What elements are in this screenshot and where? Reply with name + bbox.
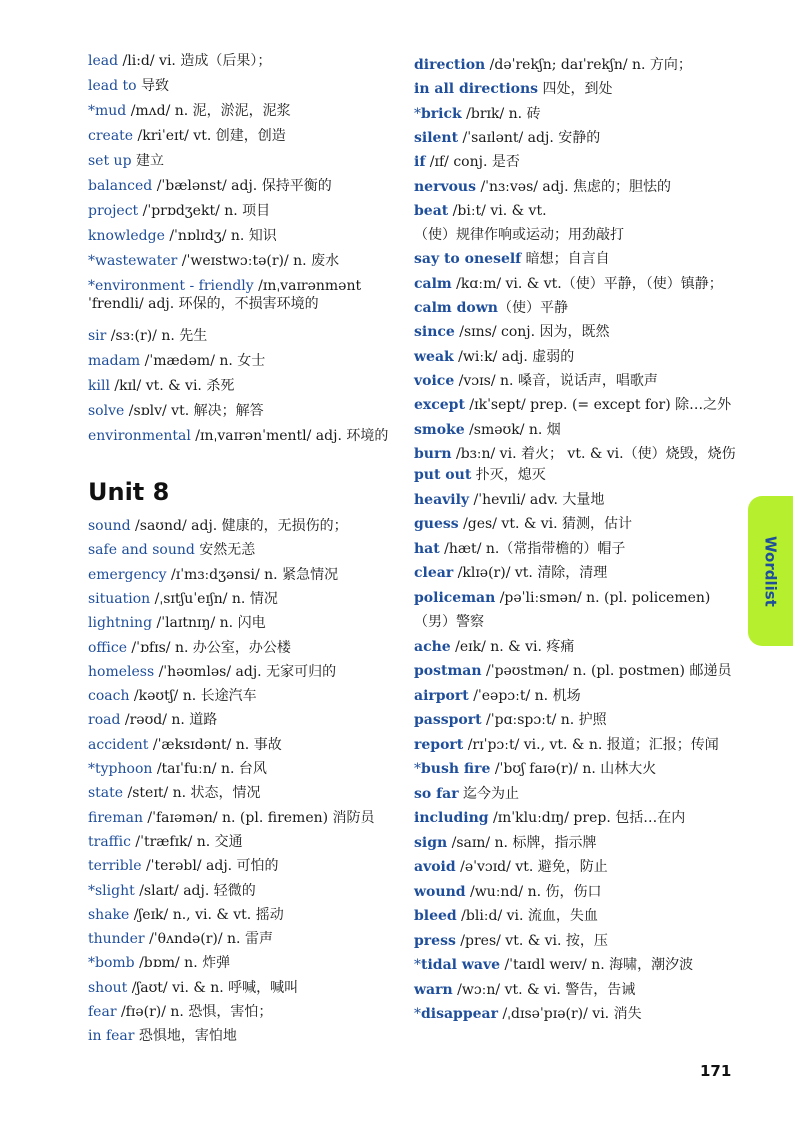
definition: /ʃaʊt/ vi. & n. 呼喊，喊叫 xyxy=(127,979,299,996)
word-entry xyxy=(88,639,291,657)
definition: /biːt/ vi. & vt. xyxy=(448,202,547,219)
word-entry xyxy=(414,372,658,390)
star-marker: * xyxy=(414,1006,421,1022)
headword: lead xyxy=(88,53,119,69)
definition: /ˈnɜːvəs/ adj. 焦虑的；胆怯的 xyxy=(476,178,671,195)
headword: direction xyxy=(414,57,486,73)
word-entry xyxy=(414,589,710,607)
headword: state xyxy=(88,785,124,802)
definition: /dəˈrekʃn; daɪˈrekʃn/ n. 方向； xyxy=(485,57,692,73)
definition: /ˈweɪstwɔːtə(r)/ n. 废水 xyxy=(177,253,340,269)
headword: airport xyxy=(414,687,469,704)
headword: fireman xyxy=(88,809,143,826)
word-entry xyxy=(88,1003,272,1021)
headword: voice xyxy=(414,372,455,389)
headword: environmental xyxy=(88,428,191,444)
definition: /ˈfaɪəmən/ n. (pl. firemen) 消防员 xyxy=(142,809,375,826)
headword: fear xyxy=(88,1004,117,1020)
word-entry xyxy=(88,427,388,445)
definition: /ˈɒfɪs/ n. 办公室，办公楼 xyxy=(126,639,291,656)
headword: typhoon xyxy=(95,761,153,777)
headword: emergency xyxy=(88,566,167,583)
headword: nervous xyxy=(414,178,476,195)
word-entry xyxy=(414,883,602,901)
definition: /ˈbʊʃ faɪə(r)/ n. 山林大火 xyxy=(490,761,657,777)
definition: /ˈprɒdʒekt/ n. 项目 xyxy=(138,203,271,219)
word-entry xyxy=(414,445,736,463)
definition: （男）警察 xyxy=(414,614,484,630)
definition: /wuːnd/ n. 伤，伤口 xyxy=(465,883,602,900)
headword: policeman xyxy=(414,589,496,606)
word-entry xyxy=(414,858,608,876)
definition: 暗想；自言自 xyxy=(521,251,610,268)
word-entry xyxy=(414,907,598,925)
definition: /klɪə(r)/ vt. 清除，清理 xyxy=(453,565,608,581)
headword: set up xyxy=(88,153,132,169)
headword: ache xyxy=(414,638,451,655)
headword: lightning xyxy=(88,615,153,632)
word-entry xyxy=(88,687,257,705)
definition: /sɜː(r)/ n. 先生 xyxy=(106,328,208,344)
definition: /fɪə(r)/ n. 恐惧，害怕； xyxy=(116,1004,273,1020)
definition: /ˈeəpɔːt/ n. 机场 xyxy=(468,687,581,704)
definition: /ʃeɪk/ n., vi. & vt. 摇动 xyxy=(129,906,284,923)
word-entry xyxy=(414,736,719,754)
word-entry xyxy=(414,515,632,533)
headword: burn xyxy=(414,445,452,462)
definition: /mʌd/ n. 泥，淤泥，泥浆 xyxy=(126,103,291,119)
headword: solve xyxy=(88,403,125,419)
headword: bleed xyxy=(414,908,457,924)
star-marker: * xyxy=(414,105,421,122)
star-marker: * xyxy=(88,882,95,899)
word-entry xyxy=(88,736,282,754)
headword: passport xyxy=(414,712,482,728)
definition: /ˈθʌndə(r)/ n. 雷声 xyxy=(144,931,273,948)
headword: in all directions xyxy=(414,81,539,98)
word-entry xyxy=(414,613,484,631)
word-entry xyxy=(88,760,267,778)
word-entry xyxy=(88,52,271,70)
headword: road xyxy=(88,712,121,729)
headword: heavily xyxy=(414,491,470,508)
headword: mud xyxy=(95,103,127,119)
definition: /ɪnˌvaɪrənmənt ˈfrendli/ adj. 环保的，不损害环境的 xyxy=(88,278,362,312)
definition: （使）平静 xyxy=(497,300,568,316)
word-entry xyxy=(414,834,596,852)
definition: /rəʊd/ n. 道路 xyxy=(120,712,218,729)
headword: situation xyxy=(88,590,151,607)
definition: /wɔːn/ vt. & vi. 警告，告诫 xyxy=(452,981,636,998)
definition: 四处，到处 xyxy=(538,81,613,98)
definition: /taɪˈfuːn/ n. 台风 xyxy=(152,761,267,777)
word-entry xyxy=(88,377,234,395)
definition: /wiːk/ adj. 虚弱的 xyxy=(453,348,575,365)
definition: /kriˈeɪt/ vt. 创建，创造 xyxy=(133,128,286,144)
star-marker: * xyxy=(88,761,95,777)
definition: /kɑːm/ vi. & vt.（使）平静，（使）镇静； xyxy=(451,275,723,292)
headword: create xyxy=(88,128,134,144)
headword: safe and sound xyxy=(88,542,195,559)
definition: 导致 xyxy=(136,78,170,94)
headword: brick xyxy=(421,105,462,122)
star-marker: * xyxy=(88,278,95,294)
headword: sign xyxy=(414,834,448,851)
word-entry xyxy=(414,348,574,366)
word-entry xyxy=(88,784,261,802)
definition: /sməʊk/ n. 烟 xyxy=(464,421,561,438)
word-entry xyxy=(88,833,243,851)
headword: calm xyxy=(414,275,452,292)
definition: /ˈpəʊstmən/ n. (pl. postmen) 邮递员 xyxy=(481,663,732,679)
definition: /ˈlaɪtnɪŋ/ n. 闪电 xyxy=(152,615,266,632)
word-entry xyxy=(414,275,723,293)
word-entry xyxy=(88,517,348,535)
word-entry xyxy=(88,277,406,313)
word-entry xyxy=(88,614,266,632)
headword: homeless xyxy=(88,663,155,680)
word-entry xyxy=(88,252,339,270)
word-entry xyxy=(88,177,332,195)
word-entry xyxy=(414,662,731,680)
word-entry xyxy=(414,932,608,950)
word-entry xyxy=(414,785,519,803)
word-entry xyxy=(414,564,607,582)
word-entry xyxy=(88,541,255,559)
definition: /saɪn/ n. 标牌，指示牌 xyxy=(447,834,597,851)
definition: /ɪf/ conj. 是否 xyxy=(425,154,520,171)
word-entry xyxy=(88,352,265,370)
headword: since xyxy=(414,324,455,341)
word-entry xyxy=(414,250,610,268)
definition: /bɜːn/ vi. 着火； vt. & vi.（使）烧毁，烧伤 xyxy=(451,445,736,462)
word-entry xyxy=(414,105,541,123)
headword: report xyxy=(414,736,464,753)
definition: /rɪˈpɔːt/ vi., vt. & n. 报道；汇报；传闻 xyxy=(463,736,719,753)
star-marker: * xyxy=(88,253,95,269)
star-marker: * xyxy=(414,957,421,973)
word-entry xyxy=(414,421,561,439)
headword: put out xyxy=(414,467,472,483)
definition: /ˈterəbl/ adj. 可怕的 xyxy=(141,858,279,875)
word-entry xyxy=(88,152,164,170)
word-entry xyxy=(414,809,685,827)
headword: shake xyxy=(88,906,130,923)
headword: kill xyxy=(88,378,110,394)
word-entry xyxy=(88,979,298,997)
headword: traffic xyxy=(88,833,131,850)
definition: /slaɪt/ adj. 轻微的 xyxy=(134,882,256,899)
headword: postman xyxy=(414,663,482,679)
headword: guess xyxy=(414,516,459,532)
headword: knowledge xyxy=(88,228,165,244)
headword: accident xyxy=(88,736,149,753)
headword: if xyxy=(414,154,426,171)
headword: madam xyxy=(88,353,141,369)
definition: /ɪnˌvaɪrənˈmentl/ adj. 环境的 xyxy=(190,428,389,444)
definition: （使）规律作响或运动；用劲敲打 xyxy=(414,227,624,244)
headword: bomb xyxy=(95,955,135,972)
definition: /ges/ vt. & vi. 猜测，估计 xyxy=(458,516,633,532)
word-entry xyxy=(88,402,264,420)
word-entry xyxy=(414,178,671,196)
headword: hat xyxy=(414,540,440,557)
side-tab-label: Wordlist xyxy=(761,535,780,607)
word-entry xyxy=(88,954,230,972)
word-entry xyxy=(414,153,520,171)
headword: avoid xyxy=(414,859,456,875)
definition: /sɪns/ conj. 因为，既然 xyxy=(454,324,610,341)
definition: /kɪl/ vt. & vi. 杀死 xyxy=(109,378,235,394)
headword: wound xyxy=(414,883,466,900)
definition: /ɪnˈkluːdɪŋ/ prep. 包括…在内 xyxy=(488,810,686,826)
word-entry xyxy=(414,56,692,74)
unit-heading: Unit 8 xyxy=(88,478,170,506)
headword: except xyxy=(414,397,465,414)
word-entry xyxy=(414,80,613,98)
word-entry xyxy=(414,491,604,509)
headword: weak xyxy=(414,348,454,365)
definition: /ˈhəʊmləs/ adj. 无家可归的 xyxy=(154,663,337,680)
headword: sound xyxy=(88,518,131,534)
word-entry xyxy=(88,906,284,924)
headword: in fear xyxy=(88,1028,135,1045)
definition: /ˈpɑːspɔːt/ n. 护照 xyxy=(481,712,607,728)
definition: 建立 xyxy=(131,153,164,169)
headword: office xyxy=(88,639,127,656)
definition: /ˌsɪtʃuˈeɪʃn/ n. 情况 xyxy=(150,590,278,607)
headword: sir xyxy=(88,328,107,344)
word-entry xyxy=(414,466,546,484)
word-entry xyxy=(88,882,256,900)
definition: 扑灭，熄灭 xyxy=(471,467,546,483)
definition: /bliːd/ vi. 流血，失血 xyxy=(456,908,598,924)
word-entry xyxy=(88,590,278,608)
word-entry xyxy=(414,129,600,147)
definition: /ɪkˈsept/ prep. (= except for) 除…之外 xyxy=(464,397,732,414)
word-entry xyxy=(88,930,273,948)
word-entry xyxy=(88,663,336,681)
star-marker: * xyxy=(414,761,421,777)
word-entry xyxy=(88,566,338,584)
word-entry xyxy=(414,760,656,778)
definition: /ɪˈmɜːdʒənsi/ n. 紧急情况 xyxy=(166,566,339,583)
definition: /ˈtaɪdl weɪv/ n. 海啸，潮汐波 xyxy=(500,957,694,973)
definition: /ˈtræfɪk/ n. 交通 xyxy=(130,833,243,850)
definition: /saʊnd/ adj. 健康的，无损伤的； xyxy=(130,518,348,534)
headword: balanced xyxy=(88,178,153,194)
headword: calm down xyxy=(414,300,498,316)
definition: /ˌdɪsəˈpɪə(r)/ vi. 消失 xyxy=(498,1006,642,1022)
headword: so far xyxy=(414,785,459,802)
definition: /eɪk/ n. & vi. 疼痛 xyxy=(450,638,575,655)
definition: /ˈsaɪlənt/ adj. 安静的 xyxy=(458,129,601,146)
definition: /ˈbælənst/ adj. 保持平衡的 xyxy=(152,178,332,194)
headword: thunder xyxy=(88,931,145,948)
word-entry xyxy=(88,77,169,95)
headword: including xyxy=(414,810,489,826)
word-entry xyxy=(88,809,375,827)
definition: /hæt/ n.（常指带檐的）帽子 xyxy=(439,540,626,557)
headword: disappear xyxy=(421,1006,498,1022)
headword: project xyxy=(88,203,139,219)
headword: coach xyxy=(88,688,130,705)
word-entry xyxy=(414,396,731,414)
headword: shout xyxy=(88,979,128,996)
definition: /ˈhevɪli/ adv. 大量地 xyxy=(469,491,605,508)
word-entry xyxy=(414,981,635,999)
headword: terrible xyxy=(88,858,142,875)
definition: /ˈmædəm/ n. 女士 xyxy=(140,353,266,369)
page-number: 171 xyxy=(700,1062,732,1080)
word-entry xyxy=(88,127,286,145)
word-entry xyxy=(88,327,207,345)
wordlist-side-tab[interactable] xyxy=(748,496,793,646)
definition: /bɒm/ n. 炸弹 xyxy=(134,955,231,972)
headword: say to oneself xyxy=(414,251,522,268)
definition: /sɒlv/ vt. 解决；解答 xyxy=(124,403,264,419)
headword: slight xyxy=(95,882,135,899)
headword: lead to xyxy=(88,78,137,94)
definition: /steɪt/ n. 状态，情况 xyxy=(123,785,261,802)
headword: bush fire xyxy=(421,761,491,777)
headword: environment - friendly xyxy=(95,278,254,294)
headword: smoke xyxy=(414,421,465,438)
definition: /ˈnɒlɪdʒ/ n. 知识 xyxy=(164,228,277,244)
headword: wastewater xyxy=(95,253,178,269)
definition: /li:d/ vi. 造成（后果）； xyxy=(118,53,272,69)
word-entry xyxy=(414,711,607,729)
word-entry xyxy=(414,540,625,558)
headword: silent xyxy=(414,129,459,146)
word-entry xyxy=(414,956,693,974)
word-entry xyxy=(414,202,547,220)
word-entry xyxy=(88,1027,237,1045)
star-marker: * xyxy=(88,955,95,972)
headword: tidal wave xyxy=(421,957,501,973)
word-entry xyxy=(414,323,610,341)
headword: clear xyxy=(414,565,454,581)
word-entry xyxy=(88,857,279,875)
definition: /pəˈliːsmən/ n. (pl. policemen) xyxy=(495,589,711,606)
word-entry xyxy=(414,638,574,656)
headword: beat xyxy=(414,202,449,219)
word-entry xyxy=(414,1005,642,1023)
definition: /pres/ vt. & vi. 按，压 xyxy=(455,932,608,949)
word-entry xyxy=(414,687,581,705)
word-entry xyxy=(88,711,217,729)
word-entry xyxy=(414,299,568,317)
headword: press xyxy=(414,932,456,949)
definition: 恐惧地，害怕地 xyxy=(134,1028,237,1045)
word-entry xyxy=(88,227,277,245)
word-entry xyxy=(414,226,624,244)
definition: /əˈvɔɪd/ vt. 避免，防止 xyxy=(455,859,608,875)
definition: /vɔɪs/ n. 嗓音，说话声，唱歌声 xyxy=(454,372,658,389)
word-entry xyxy=(88,202,270,220)
headword: warn xyxy=(414,981,453,998)
definition: 安然无恙 xyxy=(194,542,256,559)
definition: /brɪk/ n. 砖 xyxy=(461,105,541,122)
star-marker: * xyxy=(88,103,95,119)
definition: /ˈæksɪdənt/ n. 事故 xyxy=(148,736,282,753)
definition: 迄今为止 xyxy=(458,785,520,802)
word-entry xyxy=(88,102,291,120)
definition: /kəʊtʃ/ n. 长途汽车 xyxy=(129,688,257,705)
